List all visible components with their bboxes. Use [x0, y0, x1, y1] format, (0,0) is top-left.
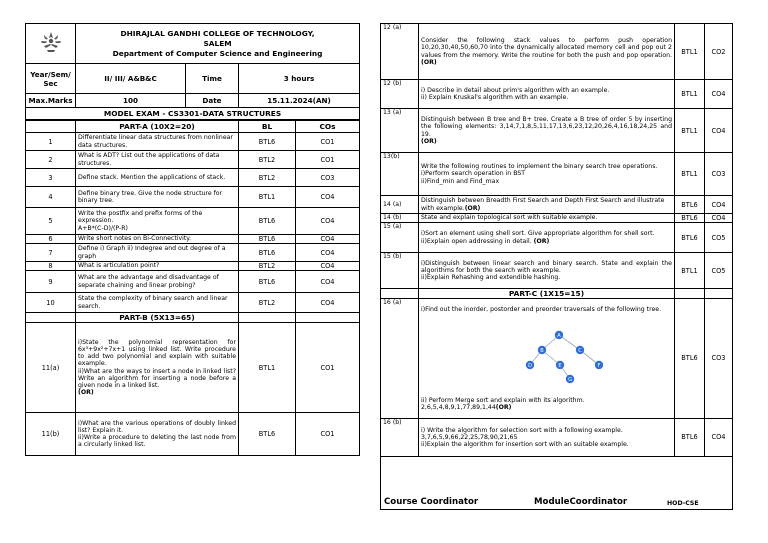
question-number: 16 (a)	[381, 299, 419, 419]
course-outcome: CO4	[705, 196, 733, 214]
question-number: 15 (b)	[381, 253, 419, 289]
table-row	[381, 153, 733, 196]
question-number: 6	[26, 235, 76, 244]
course-outcome: CO1	[296, 151, 360, 169]
tree-node-label: D	[527, 363, 532, 370]
part-c-title: PART-C (1X15=15)	[419, 289, 675, 299]
question-number: 14 (a)	[381, 196, 419, 214]
question-text: i)State the polynomial representation for 6x³+9x²+7x+1 using linked list. Write procedure to add two polynomial and explain with suitable example. ii)What are the ways to insert a node in linked list? Write an algorithm for inserting a node before a given node in a linked list. (OR)	[76, 323, 239, 413]
table-row	[26, 293, 360, 313]
course-outcome: CO4	[705, 109, 733, 153]
course-outcome: CO4	[705, 80, 733, 109]
or-label: (OR)	[421, 137, 437, 145]
date-label: Date	[186, 94, 239, 108]
bloom-level: BTL1	[675, 153, 705, 196]
question-text: Distinguish between B tree and B+ tree. Create a B tree of order 5 by inserting the following elements: 3,14,7,1,8,5,11,17,13,6,23,12,20,26,4,16,18,24,25 and 19. (OR)	[419, 109, 675, 153]
bl-header: BL	[239, 121, 296, 133]
question-number: 9	[26, 271, 76, 293]
course-outcome: CO4	[296, 293, 360, 313]
bloom-level: BTL6	[239, 271, 296, 293]
table-row	[26, 187, 360, 208]
bloom-level: BTL1	[239, 323, 296, 413]
table-row	[26, 208, 360, 235]
question-number: 14 (b)	[381, 214, 419, 223]
marks-value: 100	[76, 94, 186, 108]
part-b-title: PART-B (5X13=65)	[76, 313, 239, 323]
question-text	[419, 299, 675, 419]
bloom-level: BTL1	[675, 24, 705, 80]
question-text: Write the following routines to implement the binary search tree operations. i)Perform search operation in BST ii)Find_min and Find_max	[419, 153, 675, 196]
tree-node-label: G	[567, 377, 572, 384]
course-outcome: CO3	[705, 299, 733, 419]
table-row	[26, 151, 360, 169]
course-outcome: CO4	[705, 418, 733, 456]
table-row	[381, 299, 733, 419]
course-outcome: CO5	[705, 253, 733, 289]
exam-title: MODEL EXAM - CS3301-DATA STRUCTURES	[26, 108, 360, 120]
bloom-level: BTL6	[239, 244, 296, 262]
course-outcome: CO1	[296, 323, 360, 413]
table-row	[381, 24, 733, 80]
or-label: (OR)	[464, 204, 481, 212]
course-outcome: CO4	[296, 262, 360, 271]
bloom-level: BTL6	[675, 196, 705, 214]
logo-cell	[26, 24, 76, 64]
question-number: 13 (a)	[381, 109, 419, 153]
course-outcome: CO4	[296, 271, 360, 293]
cos-header: COs	[296, 121, 360, 133]
question-text: Write short notes on Bi-Connectivity.	[76, 235, 239, 244]
binary-tree-figure	[421, 320, 672, 387]
bloom-level: BTL6	[675, 223, 705, 253]
table-row	[381, 418, 733, 456]
bloom-level: BTL6	[239, 413, 296, 456]
table-row	[26, 271, 360, 293]
bloom-level: BTL6	[239, 235, 296, 244]
question-text: What is ADT? List out the applications of data structures.	[76, 151, 239, 169]
table-row	[26, 413, 360, 456]
bloom-level: BTL6	[675, 299, 705, 419]
time-value: 3 hours	[239, 64, 360, 94]
or-label: (OR)	[533, 237, 550, 245]
question-number: 7	[26, 244, 76, 262]
tree-node-label: F	[597, 363, 600, 370]
course-outcome: CO5	[705, 223, 733, 253]
question-text: i)Distinguish between linear search and binary search. State and explain the algorithms for both the search with example. ii)Explain Rehashing and extendible hashing.	[419, 253, 675, 289]
question-text: Define stack. Mention the applications of stack.	[76, 169, 239, 187]
question-part-1: i)Find out the inorder, postorder and preorder traversals of the following tree.	[421, 306, 662, 314]
question-number: 12 (b)	[381, 80, 419, 109]
bloom-level: BTL6	[239, 133, 296, 151]
bloom-level: BTL2	[239, 262, 296, 271]
question-number: 3	[26, 169, 76, 187]
question-text: Consider the following stack values to perform push operation 10,20,30,40,50,60,70 into the dynamically allocated memory cell and pop out 2 values from the memory. Write the routine for both the push and pop operation. (OR)	[419, 24, 675, 80]
or-label: (OR)	[421, 58, 437, 66]
question-text: i) Write the algorithm for selection sort with a following example. 3,7,6,5,9,66,22,25,78,90,21,65 ii)Explain the algorithm for insertion sort with an suitable example.	[419, 418, 675, 456]
course-outcome: CO4	[296, 208, 360, 235]
college-header	[76, 24, 360, 64]
marks-label: Max.Marks	[26, 94, 76, 108]
question-number: 16 (b)	[381, 418, 419, 456]
or-label: (OR)	[495, 403, 512, 411]
bloom-level: BTL2	[239, 151, 296, 169]
table-row	[381, 80, 733, 109]
right-sheet	[380, 23, 732, 510]
table-row	[26, 323, 360, 413]
course-outcome: CO4	[705, 214, 733, 223]
college-name-line2: SALEM	[203, 38, 232, 48]
exam-header-table	[25, 23, 360, 120]
question-part-2: ii) Perform Merge sort and explain with its algorithm. 2,6,5,4,8,9,1,77,89,1,44	[421, 396, 585, 411]
table-row	[26, 235, 360, 244]
question-text: i) Describe in detail about prim's algorithm with an example. ii) Explain Kruskal's algorithm with an example.	[419, 80, 675, 109]
binary-tree-diagram	[522, 327, 612, 385]
course-outcome: CO1	[296, 413, 360, 456]
tree-node-label: E	[557, 363, 562, 370]
question-number: 11(b)	[26, 413, 76, 456]
table-row	[26, 244, 360, 262]
table-row	[381, 109, 733, 153]
course-outcome: CO2	[705, 24, 733, 80]
left-sheet	[25, 23, 359, 456]
course-outcome: CO3	[705, 153, 733, 196]
question-text: What are the advantage and disadvantage of separate chaining and linear probing?	[76, 271, 239, 293]
hod-label: HOD-CSE	[667, 499, 699, 507]
bloom-level: BTL2	[239, 169, 296, 187]
signature-cell	[381, 456, 733, 509]
course-outcome: CO4	[296, 235, 360, 244]
question-text: Distinguish between Breadth First Search and Depth First Search and illustrate with example.(OR)	[419, 196, 675, 214]
time-label: Time	[186, 64, 239, 94]
bloom-level: BTL1	[675, 80, 705, 109]
question-text: i)Sort an element using shell sort. Give appropriate algorithm for shell sort. ii)Explain open addressing in detail. (OR)	[419, 223, 675, 253]
year-label: Year/Sem/ Sec	[26, 64, 76, 94]
course-coordinator-label: Course Coordinator	[384, 496, 479, 507]
question-number: 11(a)	[26, 323, 76, 413]
course-outcome: CO3	[296, 169, 360, 187]
table-row	[381, 223, 733, 253]
bloom-level: BTL6	[239, 208, 296, 235]
bloom-level: BTL1	[239, 187, 296, 208]
date-value: 15.11.2024(AN)	[239, 94, 360, 108]
department-name: Department of Computer Science and Engineering	[112, 48, 323, 58]
table-row	[381, 196, 733, 214]
question-text: Differentiate linear data structures from nonlinear data structures.	[76, 133, 239, 151]
bloom-level: BTL1	[675, 253, 705, 289]
question-text: Define binary tree. Give the node structure for binary tree.	[76, 187, 239, 208]
question-text: i)What are the various operations of doubly linked list? Explain it. ii)Write a procedure to deleting the last node from a circularly linked list.	[76, 413, 239, 456]
college-emblem-icon	[38, 29, 64, 55]
part-a-title: PART-A (10X2=20)	[76, 121, 239, 133]
question-text: State the complexity of binary search and linear search.	[76, 293, 239, 313]
question-number: 8	[26, 262, 76, 271]
course-outcome: CO1	[296, 133, 360, 151]
table-row	[26, 262, 360, 271]
module-coordinator-label: ModuleCoordinator	[534, 496, 628, 507]
table-row	[381, 253, 733, 289]
question-text: State and explain topological sort with suitable example.	[419, 214, 675, 223]
year-value: II/ III/ A&B&C	[76, 64, 186, 94]
college-name-line1: DHIRAJLAL GANDHI COLLEGE OF TECHNOLOGY,	[120, 28, 315, 38]
question-number: 10	[26, 293, 76, 313]
tree-node-label: B	[539, 348, 544, 355]
tree-node-label: C	[577, 348, 582, 355]
question-number: 2	[26, 151, 76, 169]
question-text: What is articulation point?	[76, 262, 239, 271]
bloom-level: BTL6	[675, 418, 705, 456]
question-number: 4	[26, 187, 76, 208]
question-number: 12 (a)	[381, 24, 419, 80]
or-label: (OR)	[78, 388, 94, 396]
question-number: 15 (a)	[381, 223, 419, 253]
tree-node-label: A	[556, 333, 561, 340]
question-text: Define i) Graph ii) Indegree and out degree of a graph	[76, 244, 239, 262]
part-b-c-table	[380, 23, 733, 510]
table-row	[26, 169, 360, 187]
question-number: 1	[26, 133, 76, 151]
bloom-level: BTL6	[675, 214, 705, 223]
bloom-level: BTL2	[239, 293, 296, 313]
course-outcome: CO4	[296, 187, 360, 208]
course-outcome: CO4	[296, 244, 360, 262]
question-number: 5	[26, 208, 76, 235]
question-number: 13(b)	[381, 153, 419, 196]
table-row	[26, 133, 360, 151]
part-a-table	[25, 120, 360, 456]
signature-row	[381, 456, 733, 509]
question-text: Write the postfix and prefix forms of the expression. A+B*(C-D)/(P-R)	[76, 208, 239, 235]
bloom-level: BTL1	[675, 109, 705, 153]
table-row	[381, 214, 733, 223]
